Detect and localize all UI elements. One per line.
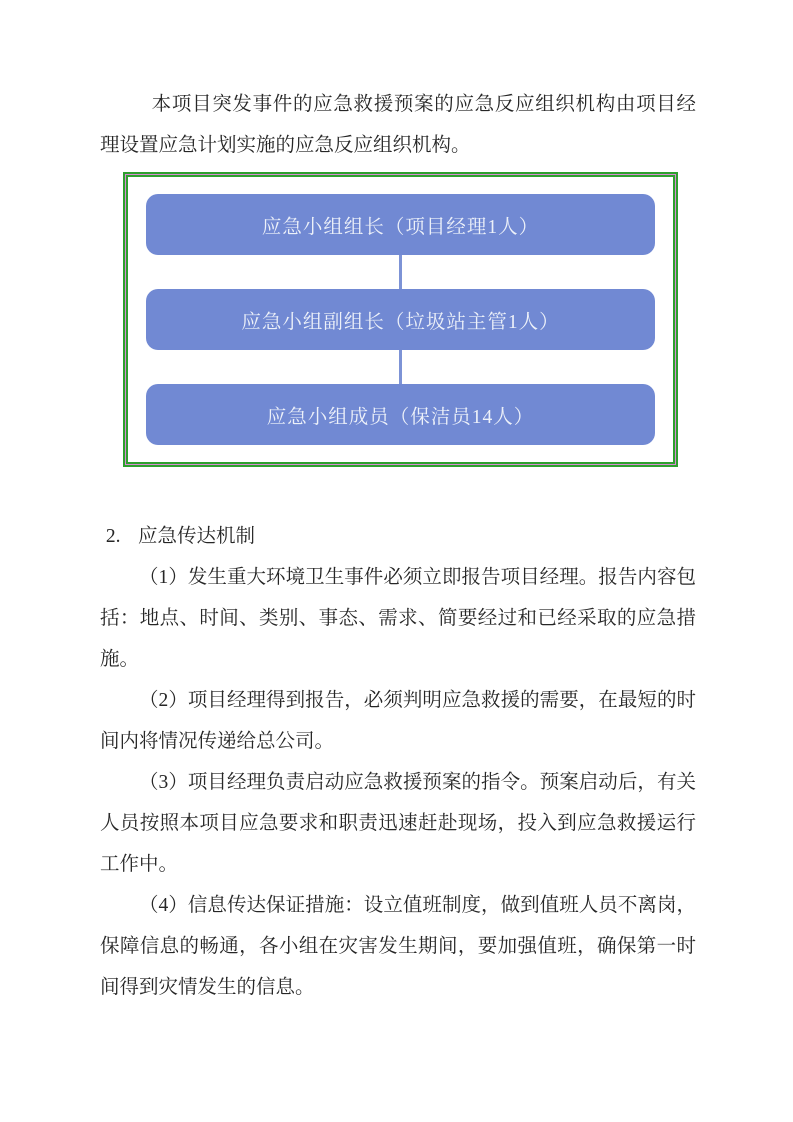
section-heading-number: 2. [105,526,121,547]
paragraph-item-4: （4）信息传达保证措施：设立值班制度，做到值班人员不离岗，保障信息的畅通，各小组在灾害发生期间，要加强值班，确保第一时间得到灾情发生的信息。 [100,895,696,998]
section-heading-title: 应急传达机制 [138,526,256,547]
org-box-deputy-leader: 应急小组副组长（垃圾站主管1人） [146,289,655,350]
org-box-leader: 应急小组组长（项目经理1人） [146,194,655,255]
org-box-members: 应急小组成员（保洁员14人） [146,384,655,445]
paragraph-item-1: （1）发生重大环境卫生事件必须立即报告项目经理。报告内容包括：地点、时间、类别、事态、需求、简要经过和已经采取的应急措施。 [100,567,696,670]
intro-paragraph: 本项目突发事件的应急救援预案的应急反应组织机构由项目经理设置应急计划实施的应急反应组织机构。 [100,94,696,156]
paragraph-item-3: （3）项目经理负责启动应急救援预案的指令。预案启动后，有关人员按照本项目应急要求和职责迅速赶赴现场，投入到应急救援运行工作中。 [100,772,696,875]
org-chart [126,175,675,464]
org-chart-frame [123,172,678,467]
org-chart-frame-middle [125,174,676,465]
connector-line [399,350,402,384]
paragraph-item-2: （2）项目经理得到报告，必须判明应急救援的需要，在最短的时间内将情况传递给总公司。 [100,690,696,752]
section-emergency-communication [100,516,696,1008]
section-heading [100,516,696,557]
connector-line [399,255,402,289]
